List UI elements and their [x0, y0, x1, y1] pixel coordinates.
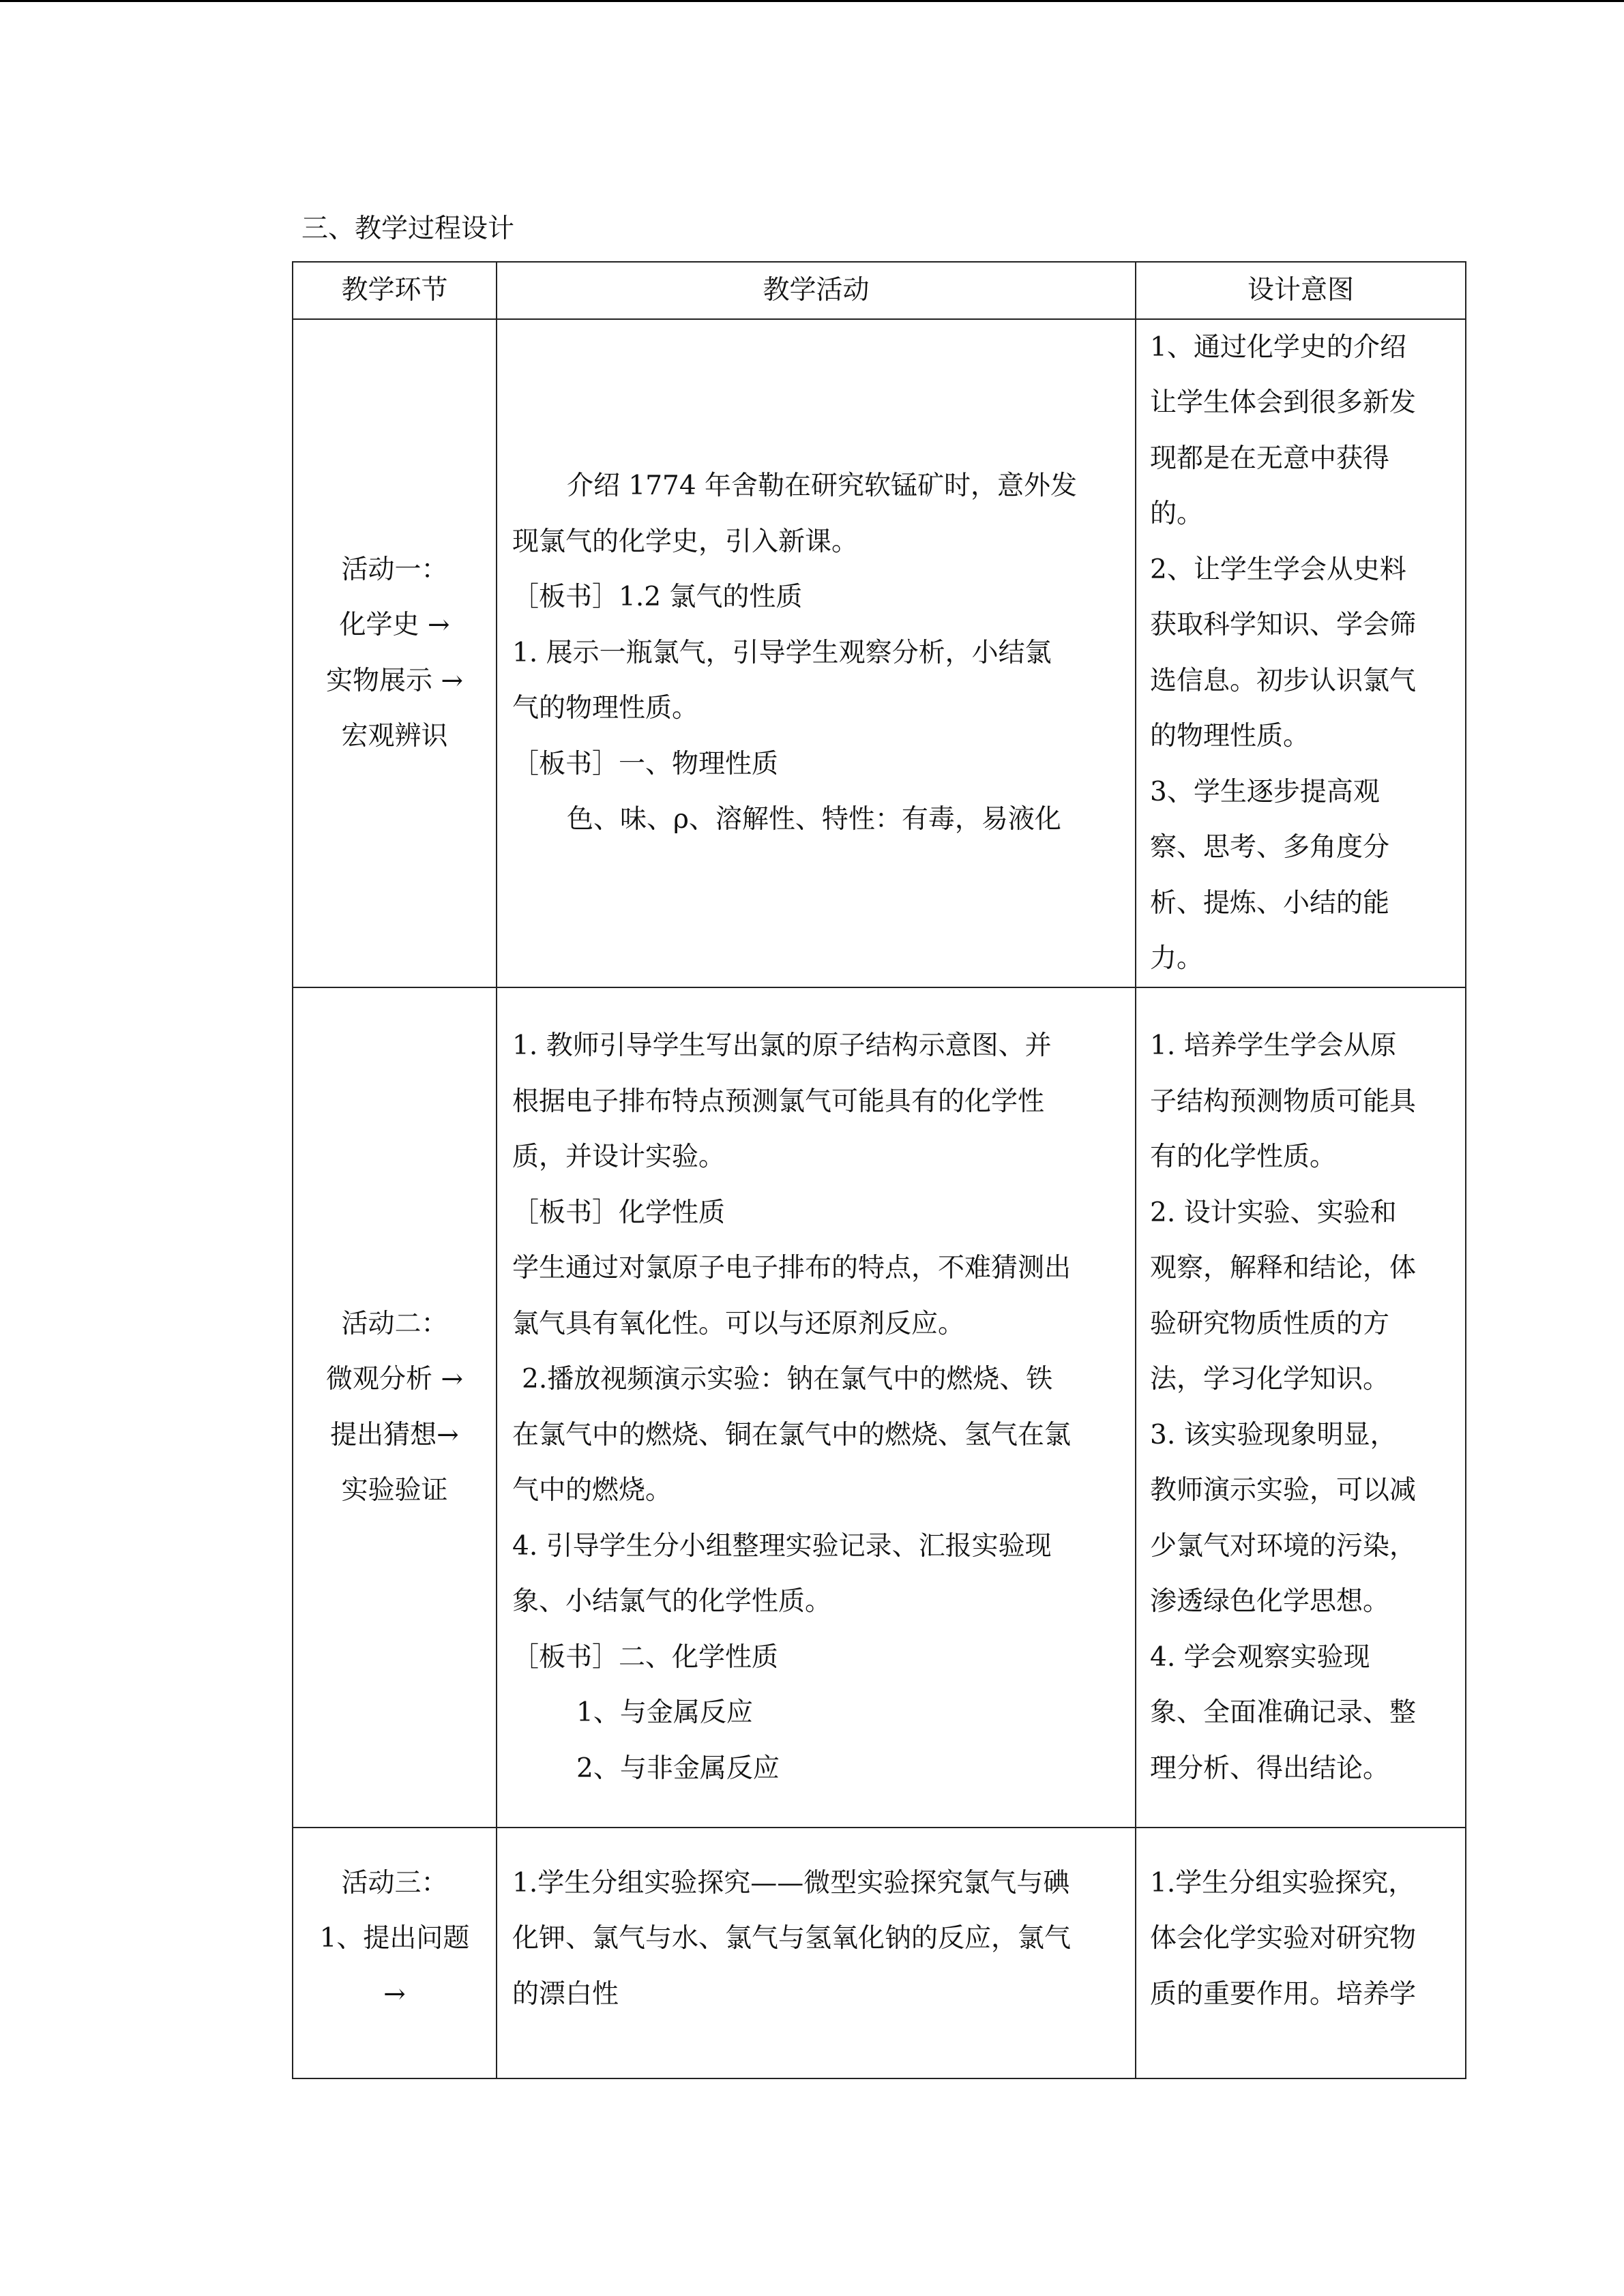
activity-line: 学生通过对氯原子电子排布的特点，不难猜测出	[512, 1253, 1072, 1283]
intent-line: 渗透绿色化学思想。	[1150, 1586, 1390, 1617]
intent-line: 教师演示实验，可以减	[1150, 1475, 1417, 1506]
intent-line: 的物理性质。	[1150, 721, 1310, 751]
activity-line: 根据电子排布特点预测氯气可能具有的化学性	[512, 1086, 1045, 1117]
stage-line: 微观分析 →	[325, 1364, 464, 1395]
stage-line: 提出猜想→	[330, 1419, 459, 1450]
intent-line: 法，学习化学知识。	[1150, 1364, 1390, 1395]
board-note: ［板书］化学性质	[512, 1197, 726, 1228]
stage-line: 宏观辨识	[341, 721, 448, 751]
intent-line: 体会化学实验对研究物	[1150, 1923, 1417, 1954]
stage-line: 实物展示 →	[325, 665, 464, 696]
intent-line: 少氯气对环境的污染，	[1150, 1530, 1417, 1562]
activity-line: 现氯气的化学史，引入新课。	[512, 526, 859, 557]
header-activity: 教学活动	[497, 262, 1136, 319]
intent-line: 1. 培养学生学会从原	[1150, 1030, 1397, 1061]
activity-cell	[497, 987, 1136, 1828]
teaching-process-table	[292, 261, 1466, 2079]
header-stage: 教学环节	[293, 262, 497, 319]
activity-cell	[497, 319, 1136, 987]
intent-line: 理分析、得出结论。	[1150, 1753, 1390, 1784]
intent-cell	[1136, 1828, 1466, 2078]
intent-line: 3、学生逐步提高观	[1150, 776, 1380, 807]
intent-line: 验研究物质性质的方	[1150, 1308, 1390, 1339]
page-top-rule	[0, 0, 1624, 2]
activity-line: 在氯气中的燃烧、铜在氯气中的燃烧、氢气在氯	[512, 1419, 1072, 1450]
stage-line: 1、提出问题	[319, 1923, 470, 1954]
activity-line: 化钾、氯气与水、氯气与氢氧化钠的反应，氯气	[512, 1923, 1072, 1954]
intent-line: 3. 该实验现象明显，	[1150, 1419, 1397, 1450]
table-header-row	[293, 262, 1466, 319]
stage-cell	[293, 987, 497, 1828]
activity-line: 2.播放视频演示实验：钠在氯气中的燃烧、铁	[522, 1364, 1053, 1395]
board-note: ［板书］1.2 氯气的性质	[512, 582, 803, 613]
intent-line: 质的重要作用。培养学	[1150, 1978, 1417, 2010]
intent-line: 获取科学知识、学会筛	[1150, 610, 1417, 640]
intent-line: 2. 设计实验、实验和	[1150, 1197, 1397, 1228]
activity-line: 氯气具有氧化性。可以与还原剂反应。	[512, 1308, 965, 1339]
intent-cell	[1136, 319, 1466, 987]
activity-line: 气中的燃烧。	[512, 1475, 673, 1506]
activity-line: 2、与非金属反应	[576, 1753, 780, 1784]
stage-line: 活动一：	[341, 554, 448, 585]
intent-line: 察、思考、多角度分	[1150, 832, 1390, 863]
stage-line: 实验验证	[341, 1475, 448, 1506]
activity-line: 1、与金属反应	[576, 1697, 753, 1728]
intent-line: 有的化学性质。	[1150, 1142, 1337, 1172]
intent-line: 象、全面准确记录、整	[1150, 1697, 1417, 1728]
table-row-activity-2	[293, 987, 1466, 1828]
intent-line: 子结构预测物质可能具	[1150, 1086, 1417, 1117]
activity-line: 象、小结氯气的化学性质。	[512, 1586, 832, 1617]
intent-line: 让学生体会到很多新发	[1150, 387, 1417, 418]
intent-line: 现都是在无意中获得	[1150, 443, 1390, 474]
intent-line: 力。	[1150, 943, 1204, 974]
stage-line: →	[383, 1978, 406, 2010]
intent-line: 4. 学会观察实验现	[1150, 1641, 1370, 1673]
activity-line: 1. 教师引导学生写出氯的原子结构示意图、并	[512, 1030, 1052, 1061]
activity-line: 4. 引导学生分小组整理实验记录、汇报实验现	[512, 1530, 1052, 1562]
board-note: ［板书］二、化学性质	[512, 1641, 779, 1673]
activity-line: 质，并设计实验。	[512, 1142, 726, 1172]
table-row-activity-1	[293, 319, 1466, 987]
intent-line: 选信息。初步认识氯气	[1150, 665, 1417, 696]
header-intent: 设计意图	[1136, 262, 1466, 319]
intent-cell	[1136, 987, 1466, 1828]
section-title: 三、教学过程设计	[301, 213, 515, 244]
stage-cell	[293, 1828, 497, 2078]
board-note: ［板书］一、物理性质	[512, 748, 779, 779]
activity-line: 1.学生分组实验探究——微型实验探究氯气与碘	[512, 1867, 1070, 1898]
table-row-activity-3	[293, 1828, 1466, 2078]
activity-line: 气的物理性质。	[512, 693, 699, 724]
activity-line: 1. 展示一瓶氯气，引导学生观察分析，小结氯	[512, 637, 1052, 668]
stage-line: 化学史 →	[339, 610, 450, 640]
intent-line: 2、让学生学会从史料	[1150, 554, 1406, 585]
intent-line: 的。	[1150, 498, 1204, 529]
intent-line: 1.学生分组实验探究，	[1150, 1867, 1415, 1898]
activity-line: 的漂白性	[512, 1978, 619, 2010]
activity-cell	[497, 1828, 1136, 2078]
intent-line: 观察，解释和结论，体	[1150, 1253, 1417, 1283]
stage-cell	[293, 319, 497, 987]
intent-line: 析、提炼、小结的能	[1150, 887, 1390, 919]
activity-line: 介绍 1774 年舍勒在研究软锰矿时，意外发	[567, 471, 1078, 502]
stage-line: 活动二：	[341, 1308, 448, 1339]
intent-line: 1、通过化学史的介绍	[1150, 331, 1406, 363]
activity-line: 色、味、ρ、溶解性、特性：有毒，易液化	[567, 804, 1061, 835]
stage-line: 活动三：	[341, 1867, 448, 1898]
